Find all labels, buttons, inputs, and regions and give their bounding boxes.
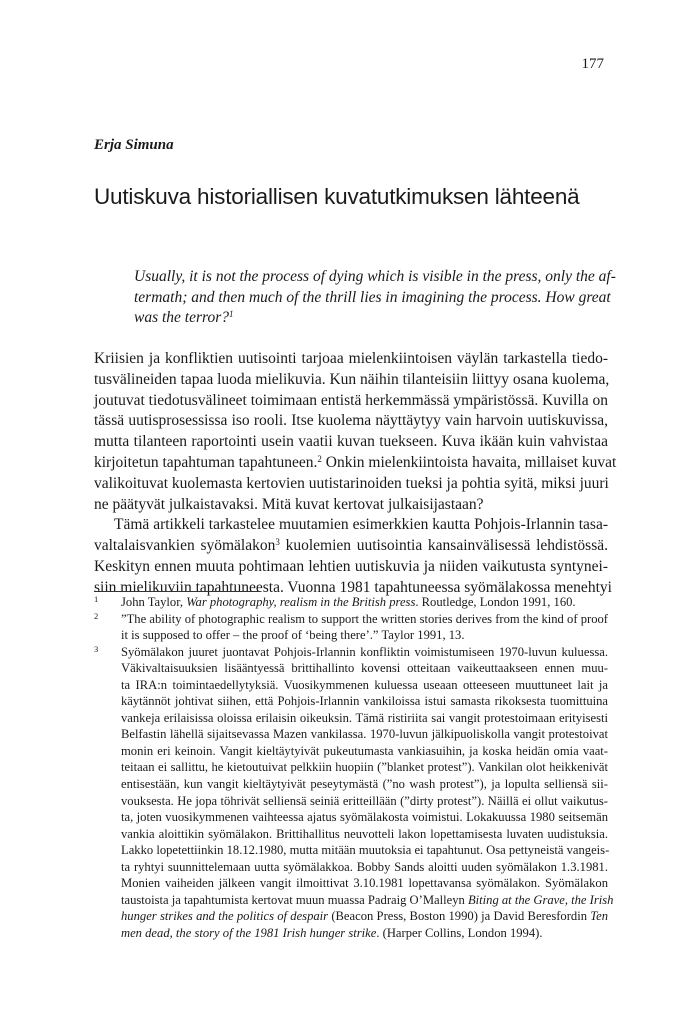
epigraph-line-text: was the terror?	[134, 309, 230, 326]
footnote-line: Väkivaltaisuuksien lisääntyessä brittihallinto kovensi otteitaan vaikeuttaakseen ennen muu-	[121, 661, 608, 676]
footnote-divider	[94, 591, 260, 592]
footnote-line: vankeja erilaisissa oloissa erilaisin oikeuksin. Tämä ristiriita sai vangit protestoimaan erityisesti	[121, 710, 608, 725]
footnote-line: ta ryhtyi suunnittelemaan uutta syömälakkoa. Bobby Sands aloitti uuden syömälakon 1.3.1981.	[121, 859, 608, 874]
paragraph	[94, 349, 617, 515]
footnote-ref: 1	[229, 309, 234, 319]
footnote-line: vouksesta. He jopa töhrivät selliensä seiniä eritteillään (”dirty protest”). Näillä ei ollut vaikutus-	[121, 793, 608, 808]
footnotes	[94, 594, 614, 941]
text-line: mutta tilanteen raportointi usein vaatii kuvan tuekseen. Kuva ikään kuin vahvistaa	[94, 433, 608, 451]
footnote-line: teitaan ei sallittu, he kietoutuivat pelkkiin huopiin (”blanket protest”). Vankilan olot heikkenivät	[121, 760, 608, 775]
text-segment: (Beacon Press, Boston 1990) ja David Beresfordin	[328, 909, 591, 924]
text-line: ne päätyvät julkaistavaksi. Mitä kuvat kertovat julkaisijastaan?	[94, 495, 484, 513]
text-line: siin mielikuviin tapahtuneesta. Vuonna 1981 tapahtuneessa syömälakossa menehtyi	[94, 578, 612, 596]
text-segment: Onkin mielenkiintoista havaita, millaiset kuvat	[321, 453, 617, 471]
text-segment: . (Harper Collins, London 1994).	[376, 925, 543, 940]
footnote-line: entisestään, kun vangit kieltäytyivät peseytymästä (”no wash protest”), ja lopulta selliensä sii-	[121, 777, 608, 792]
text-segment: John Taylor,	[121, 595, 187, 609]
text-segment: taustoista ja tapahtumista kertovat muun muassa Padraig O’Malleyn	[121, 892, 468, 907]
epigraph	[134, 267, 616, 329]
footnote-line: ta IRA:n toimintaedellytyksiä. Vuosikymmenen kuluessa useaan otteeseen muuttuneet lait ja	[121, 677, 608, 692]
footnote-line	[121, 908, 608, 925]
text-segment: kuolemien uutisointia kansainvälisessä lehdistössä.	[279, 537, 609, 555]
footnote-line	[121, 594, 608, 611]
footnote-3	[94, 643, 614, 942]
footnote-line: käytännöt johtivat siihen, että Pohjois-Irlannin vankiloissa istui samasta rikoksesta tuomittuina	[121, 694, 608, 709]
footnote-number: 2	[94, 610, 99, 621]
text-line: joutuvat tiedotusvälineet toimimaan entistä herkemmässä ympäristössä. Kuvilla on	[94, 391, 608, 409]
footnote-line: Syömälakon juuret juontavat Pohjois-Irlannin konfliktin voimistumiseen 1970-luvun kuluessa.	[121, 644, 608, 659]
footnote-line	[121, 925, 608, 942]
footnote-number: 3	[94, 643, 99, 654]
footnote-line: monin eri keinoin. Vangit kieltäytyivät pukeutumasta vankiasuihin, ja koska heidän omia vaat-	[121, 743, 608, 758]
page-number: 177	[581, 56, 604, 72]
paragraph	[94, 515, 612, 598]
text-line	[94, 536, 608, 557]
text-segment: . Routledge, London 1991, 160.	[415, 595, 576, 609]
article-title: Uutiskuva historiallisen kuvatutkimuksen lähteenä	[94, 184, 580, 209]
text-line	[94, 453, 617, 474]
author-name: Erja Simuna	[94, 137, 174, 153]
body-text	[94, 349, 617, 599]
book-title: hunger strikes and the politics of despair	[121, 909, 329, 924]
text-segment: valtalaisvankien syömälakon	[94, 537, 276, 555]
footnote-line: it is supposed to offer – the proof of ‘being there’.” Taylor 1991, 13.	[121, 628, 465, 643]
epigraph-line: Usually, it is not the process of dying which is visible in the press, only the af-	[134, 268, 616, 285]
book-title: Biting at the Grave, the Irish	[467, 892, 614, 907]
footnote-line: ”The ability of photographic realism to support the written stories derives from the kind of proof	[121, 611, 608, 626]
book-title: Ten	[590, 909, 608, 924]
text-line: Kriisien ja konfliktien uutisointi tarjoaa mielenkiintoisen väylän tarkastella tiedo-	[94, 350, 608, 367]
book-title: men dead, the story of the 1981 Irish hunger strike	[121, 925, 377, 940]
epigraph-line: termath; and then much of the thrill lies in imagining the process. How great	[134, 288, 611, 306]
text-line: Tämä artikkeli tarkastelee muutamien esimerkkien kautta Pohjois-Irlannin tasa-	[114, 516, 608, 534]
footnote-1	[94, 594, 608, 611]
footnote-ref: 2	[317, 453, 322, 464]
footnote-line: ta, joten vuosikymmenen vaihteessa ajatus syömälakosta voimistui. Lokakuussa 1980 seitsemän	[121, 810, 608, 825]
book-title: War photography, realism in the British press	[186, 595, 416, 609]
text-line: valikoituvat kuolemasta kertovien uutistarinoiden tueksi ja pohtia syitä, miksi juuri	[94, 474, 609, 492]
footnote-line	[121, 892, 614, 909]
text-line: tusvälineiden tapaa luoda mielikuvia. Kun näihin tilanteisiin liittyy osana kuolema,	[94, 370, 610, 388]
footnote-2	[94, 611, 608, 644]
footnote-line: Monien vaiheiden jälkeen vangit ilmoittivat 3.10.1981 lopettavansa syömälakon. Syömälakon	[121, 876, 608, 891]
text-line: Keskityn ennen muuta pohtimaan lehtien uutiskuvia ja niiden vaikutusta syntynei-	[94, 557, 608, 575]
footnote-line: vankia aloittikin syömälakon. Brittihallitus neuvotteli lakon lopettamisesta luvaten uudistuksia.	[121, 826, 608, 841]
epigraph-line	[134, 308, 608, 329]
footnote-line: Belfastin lähellä sijaitsevassa Mazen vankilassa. 1970-luvun jälkipuoliskolla vangit protestoivat	[121, 727, 608, 742]
text-line: tässä uutisprosessissa iso rooli. Itse kuolema näyttäytyy vain harvoin uutiskuvissa,	[94, 412, 608, 430]
footnote-number: 1	[94, 594, 99, 604]
footnote-ref: 3	[275, 537, 280, 548]
text-segment: kirjoitetun tapahtuman tapahtuneen.	[94, 453, 318, 471]
footnote-line: Lakko lopetettiinkin 18.12.1980, mutta mitään muutoksia ei tapahtunut. Osa pettyneistä vangeis-	[121, 843, 610, 858]
